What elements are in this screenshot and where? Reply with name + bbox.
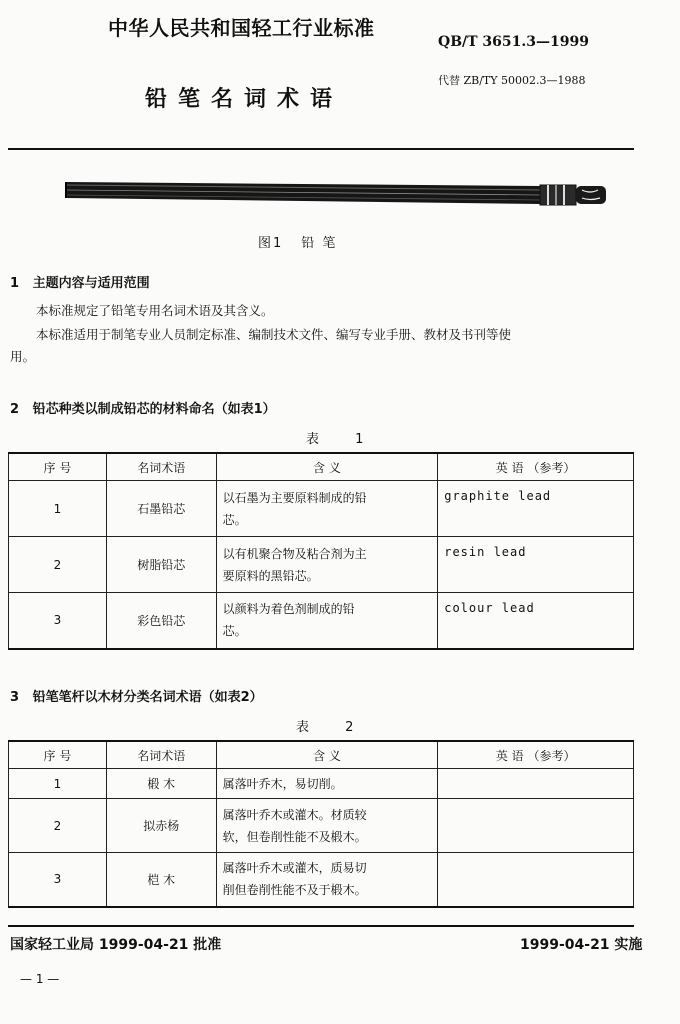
header-rule [8,148,634,150]
pencil-illustration [60,168,620,218]
meaning-line: 属落叶乔木或灌木。材质较 [222,807,367,822]
table-2 [8,740,634,908]
col-header-term: 名词术语 [106,741,216,769]
cell-meaning [216,537,438,593]
meaning-line: 以有机聚合物及粘合剂为主 [222,546,367,561]
cell-english: graphite lead [438,481,634,537]
cell-meaning [216,799,438,853]
cell-meaning [216,769,438,799]
meaning-line: 削但卷削性能不及于椴木。 [222,883,367,898]
standard-code: QB/T 3651.3—1999 [438,34,589,50]
figure-caption [258,232,355,251]
cell-english [438,799,634,853]
section-1-heading [10,272,150,291]
cell-english: resin lead [438,537,634,593]
footer-rule [8,925,634,927]
meaning-line: 属落叶乔木或灌木，质易切 [222,861,367,876]
table-1 [8,452,634,650]
figure-number: 图1 [258,236,284,251]
cell-term: 拟赤杨 [106,799,216,853]
col-header-meaning: 含 义 [216,741,438,769]
document-title: 铅笔名词术语 [145,87,344,112]
table-row [9,593,634,649]
issuing-body: 中华人民共和国轻工行业标准 [108,16,375,40]
figure-title: 铅 笔 [301,236,338,251]
table-header-row [9,453,634,481]
cell-english: colour lead [438,593,634,649]
section-title: 铅芯种类以制成铅芯的材料命名（如表1） [32,402,276,417]
section-title: 铅笔笔杆以木材分类名词术语（如表2） [32,690,263,705]
section-number: 3 [10,690,20,705]
table-row [9,537,634,593]
col-header-no: 序 号 [9,741,107,769]
cell-term: 石墨铅芯 [106,481,216,537]
cell-meaning [216,481,438,537]
cell-no: 3 [9,593,107,649]
table-row [9,769,634,799]
col-header-no: 序 号 [9,453,107,481]
meaning-line: 以石墨为主要原料制成的铅 [222,490,367,505]
col-header-english: 英 语 （参考） [438,741,634,769]
effective-date: 1999-04-21 实施 [520,937,643,953]
meaning-line: 要原料的黑铅芯。 [222,568,319,583]
cell-meaning [216,593,438,649]
section-number: 1 [10,276,20,291]
meaning-line: 芯。 [222,624,247,639]
section-2-heading [10,398,276,417]
meaning-line: 芯。 [222,512,247,527]
cell-english [438,853,634,907]
meaning-line: 软，但卷削性能不及椴木。 [222,829,367,844]
cell-term: 桤 木 [106,853,216,907]
cell-term: 彩色铅芯 [106,593,216,649]
meaning-line: 以颜料为着色剂制成的铅 [222,602,355,617]
page-number: — 1 — [20,972,60,986]
table-1-caption: 表 1 [306,432,380,447]
meaning-line: 属落叶乔木，易切削。 [222,776,343,791]
cell-meaning [216,853,438,907]
section-3-heading [10,686,263,705]
cell-term: 树脂铅芯 [106,537,216,593]
cell-no: 2 [9,537,107,593]
table-row [9,799,634,853]
cell-no: 1 [9,481,107,537]
table-2-caption: 表 2 [296,720,370,735]
cell-english [438,769,634,799]
section-1-para-2-cont: 用。 [10,349,36,364]
table-row [9,481,634,537]
table-header-row [9,741,634,769]
section-1-para-2: 本标准适用于制笔专业人员制定标准、编制技术文件、编写专业手册、教材及书刊等使 [36,327,512,342]
col-header-term: 名词术语 [106,453,216,481]
replaces-note: 代替 ZB/TY 50002.3—1988 [438,74,586,87]
section-title: 主题内容与适用范围 [32,276,150,291]
section-number: 2 [10,402,20,417]
col-header-english: 英 语 （参考） [438,453,634,481]
cell-no: 3 [9,853,107,907]
section-1-para-1: 本标准规定了铅笔专用名词术语及其含义。 [36,303,274,318]
col-header-meaning: 含 义 [216,453,438,481]
cell-no: 2 [9,799,107,853]
cell-term: 椴 木 [106,769,216,799]
table-row [9,853,634,907]
approval-note: 国家轻工业局 1999-04-21 批准 [10,937,222,953]
cell-no: 1 [9,769,107,799]
